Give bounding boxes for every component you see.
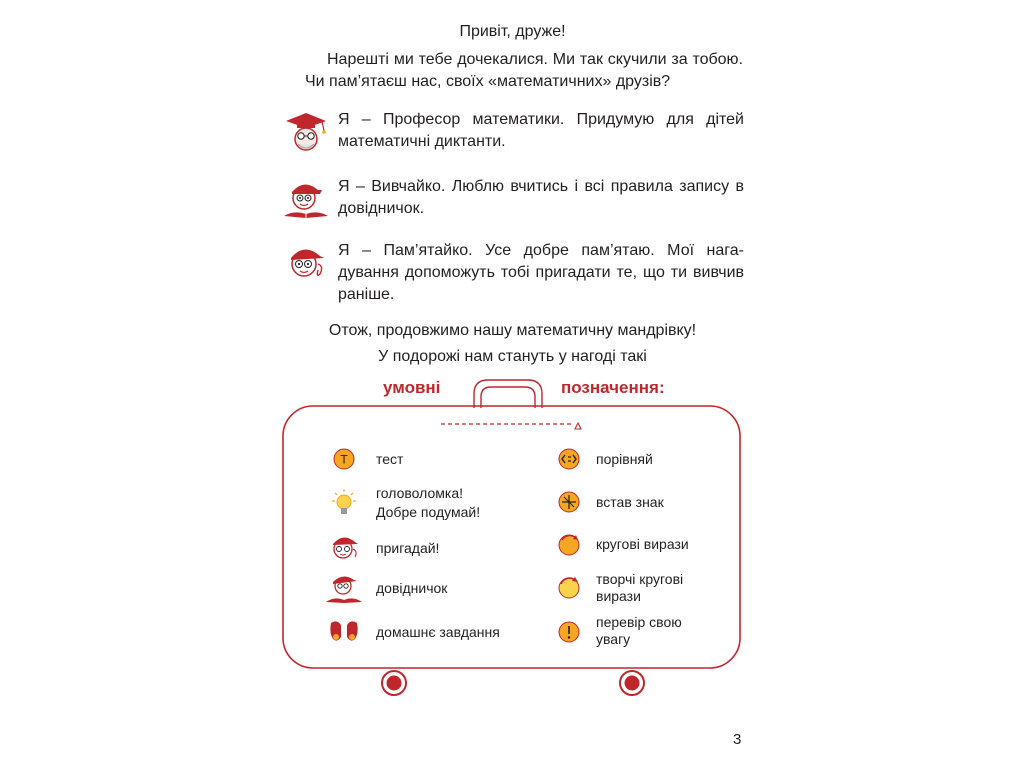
- character-vyvchaiko-text: Я – Вивчайко. Люблю вчитись і всі правила запису в довідничок.: [338, 178, 744, 217]
- legend-item-creative-circular-line1: творчі кругові: [596, 571, 684, 587]
- svg-text:T: T: [340, 452, 348, 467]
- test-icon: [331, 446, 357, 472]
- mittens-icon: [327, 617, 361, 645]
- pamiataiko-small-icon: [327, 532, 361, 562]
- wheel-left-icon: [382, 671, 406, 695]
- legend-item-homework: домашнє завдання: [376, 624, 500, 640]
- legend-item-attention: [596, 614, 682, 648]
- wheel-right-icon: [620, 671, 644, 695]
- legend-item-test: тест: [376, 451, 404, 467]
- page-number: 3: [733, 731, 742, 748]
- closing-line-2: У подорожі нам стануть у нагоді такі: [378, 348, 647, 365]
- legend-title-left: умовні: [383, 378, 441, 397]
- greeting: Привіт, друже!: [459, 23, 566, 40]
- creative-circular-icon: [556, 575, 582, 601]
- character-professor-text: Я – Професор математики. Придумую для дітей математичні диктанти.: [338, 111, 744, 150]
- legend-item-insert-sign: встав знак: [596, 494, 664, 510]
- legend-item-creative-circular: [596, 571, 683, 605]
- closing-line-1: Отож, продовжимо нашу математичну мандрівку!: [328, 322, 697, 339]
- legend-item-puzzle: [376, 485, 480, 521]
- intro-paragraph: Нарешті ми тебе дочекалися. Ми так скучили за тобою. Чи пам’ятаєш нас, своїх «математичних» друзів?: [305, 51, 743, 90]
- insert-sign-icon: [556, 489, 582, 515]
- legend-item-attention-line2: увагу: [596, 631, 631, 647]
- legend-item-circular: кругові вирази: [596, 536, 689, 552]
- legend-item-compare: порівняй: [596, 451, 653, 467]
- lightbulb-icon: [331, 488, 357, 518]
- character-pamiataiko-text: Я – Пам’ятайко. Усе добре пам’ятаю. Мої нага-дування допоможуть тобі пригадати те, що ти вивчив раніше.: [338, 242, 744, 303]
- legend-item-handbook: довідничок: [376, 580, 448, 596]
- legend-item-attention-line1: перевір свою: [596, 614, 682, 630]
- compare-icon: [556, 446, 582, 472]
- legend-item-recall: пригадай!: [376, 540, 440, 556]
- legend-title-right: позначення:: [561, 378, 665, 397]
- attention-icon: [556, 619, 582, 645]
- circular-icon: [556, 532, 582, 558]
- legend-item-puzzle-line2: Добре подумай!: [376, 504, 481, 520]
- legend-item-creative-circular-line2: вирази: [596, 588, 641, 604]
- vyvchaiko-small-icon: [324, 572, 364, 604]
- legend-item-puzzle-line1: головоломка!: [376, 485, 463, 501]
